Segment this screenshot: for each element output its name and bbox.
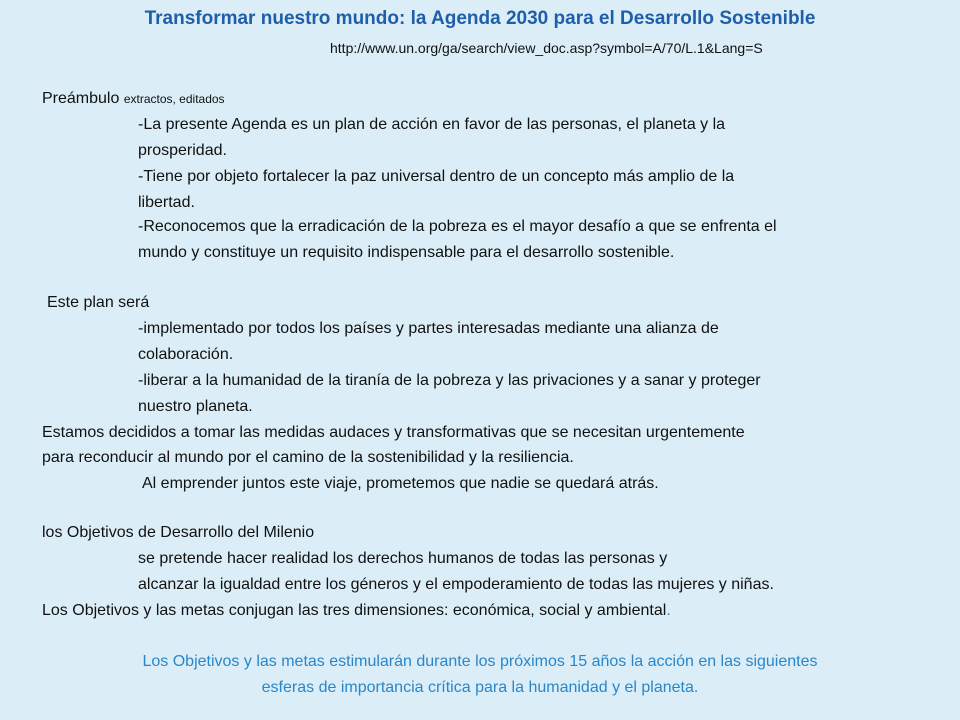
milenio-line: alcanzar la igualdad entre los géneros y el empoderamiento de todas las mujeres y niñas. [138,576,774,593]
dimensiones-text: Los Objetivos y las metas conjugan las tres dimensiones: económica, social y ambiental [42,602,667,619]
decididos-line: Estamos decididos a tomar las medidas audaces y transformativas que se necesitan urgentemente [42,424,745,441]
preambulo-line: -La presente Agenda es un plan de acción en favor de las personas, el planeta y la [138,116,726,133]
preambulo-note: extractos, editados [123,92,225,106]
preambulo-line: -Reconocemos que la erradicación de la pobreza es el mayor desafío a que se enfrenta el [138,218,777,235]
preambulo-line: -Tiene por objeto fortalecer la paz universal dentro de un concepto más amplio de la [138,168,735,185]
dimensiones-line [42,600,671,622]
plan-line: colaboración. [138,346,234,363]
preambulo-line: mundo y constituye un requisito indispensable para el desarrollo sostenible. [138,244,675,261]
milenio-line: se pretende hacer realidad los derechos humanos de todas las personas y [138,550,668,567]
emprender-line: Al emprender juntos este viaje, prometemos que nadie se quedará atrás. [142,475,659,492]
conclusion-line: Los Objetivos y las metas estimularán durante los próximos 15 años la acción en las siguientes [142,653,818,670]
decididos-line: para reconducir al mundo por el camino de la sostenibilidad y la resiliencia. [42,449,574,466]
source-url: http://www.un.org/ga/search/view_doc.asp?symbol=A/70/L.1&Lang=S [330,40,763,56]
preambulo-heading-text: Preámbulo [42,90,120,107]
conclusion-line: esferas de importancia crítica para la humanidad y el planeta. [261,679,699,696]
preambulo-line: libertad. [138,194,195,211]
preambulo-heading [42,88,225,110]
plan-heading: Este plan será [47,294,150,311]
milenio-heading: los Objetivos de Desarrollo del Milenio [42,524,315,541]
plan-line: -liberar a la humanidad de la tiranía de la pobreza y las privaciones y a sanar y proteger [138,372,761,389]
plan-line: -implementado por todos los países y partes interesadas mediante una alianza de [138,320,719,337]
preambulo-line: prosperidad. [138,142,227,159]
plan-line: nuestro planeta. [138,398,253,415]
dimensiones-period: . [666,602,671,619]
slide-title: Transformar nuestro mundo: la Agenda 2030 para el Desarrollo Sostenible [144,8,816,29]
